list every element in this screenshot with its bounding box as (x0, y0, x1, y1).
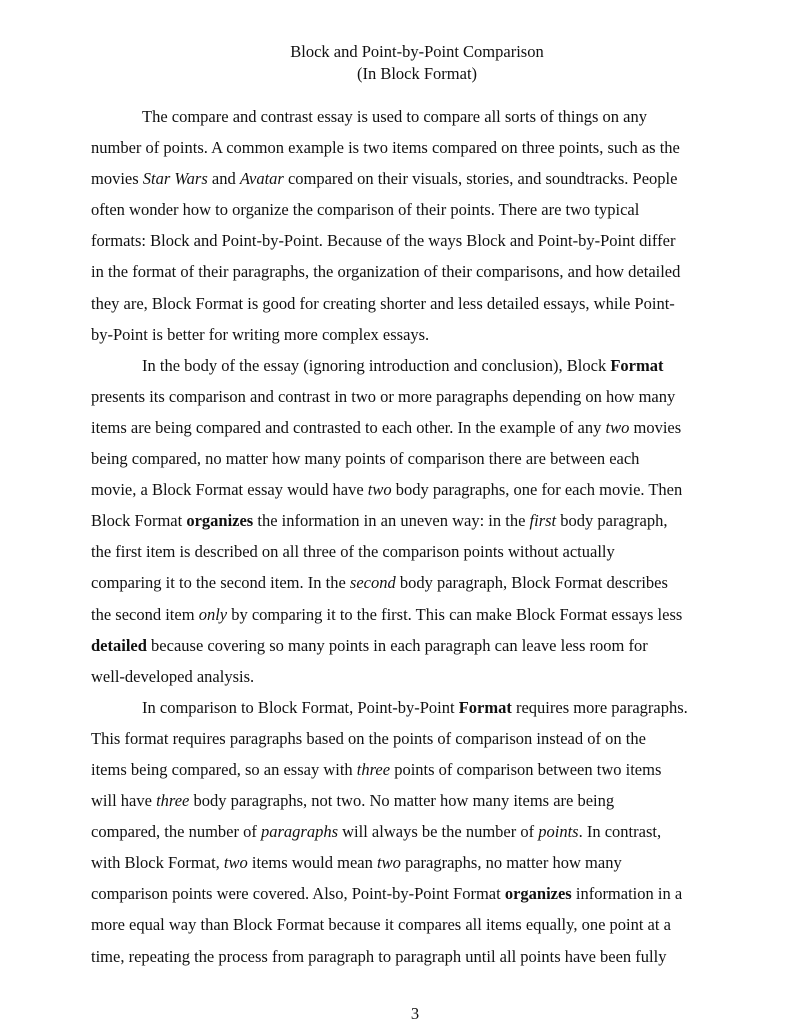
bold-text: detailed (91, 635, 147, 655)
text-segment: information in a (571, 884, 683, 904)
italic-text: two (377, 853, 401, 873)
text-segment: in the format of their paragraphs, the organization of their comparisons, and how detailed (91, 262, 681, 282)
text-segment: will always be the number of (338, 822, 539, 842)
text-segment: by comparing it to the first. This can make Block Format essays less (227, 604, 683, 624)
text-segment: In comparison to Block Format, Point-by-Point (142, 697, 459, 717)
italic-text: Star Wars (142, 169, 208, 189)
text-line (91, 754, 741, 785)
italic-text: first (529, 511, 557, 531)
text-line (91, 443, 741, 474)
italic-text: points (538, 822, 579, 842)
italic-text: paragraphs (260, 822, 338, 842)
text-segment: body paragraphs, one for each movie. Then (391, 480, 683, 500)
page-title: Block and Point-by-Point Comparison (290, 42, 544, 61)
bold-text: organizes (186, 511, 254, 531)
text-line (91, 256, 741, 287)
text-segment: movie, a Block Format essay would have (91, 480, 368, 500)
essay-body (91, 101, 741, 972)
text-line (91, 661, 741, 692)
text-line (91, 101, 741, 132)
text-line (91, 505, 741, 536)
text-segment: In the body of the essay (ignoring introduction and conclusion), Block (142, 355, 611, 375)
text-line (91, 941, 741, 972)
text-segment: will have (91, 791, 157, 811)
text-segment: being compared, no matter how many points of comparison there are between each (91, 449, 640, 469)
text-segment: because covering so many points in each paragraph can leave less room for (146, 635, 648, 655)
text-segment: formats: Block and Point-by-Point. Because of the ways Block and Point-by-Point differ (91, 231, 676, 251)
text-segment: body paragraph, (556, 511, 668, 531)
italic-text: Avatar (239, 169, 284, 189)
text-segment: points of comparison between two items (390, 759, 662, 779)
text-segment: the first item is described on all three of the comparison points without actually (91, 542, 615, 562)
text-segment: body paragraphs, not two. No matter how many items are being (189, 791, 615, 811)
text-segment: requires more paragraphs. (511, 697, 688, 717)
text-line (91, 816, 741, 847)
text-segment: comparison points were covered. Also, Point-by-Point Format (91, 884, 505, 904)
text-line (91, 630, 741, 661)
title-block (0, 41, 800, 85)
italic-text: three (156, 791, 190, 811)
text-line (91, 567, 741, 598)
text-segment: and (207, 169, 240, 189)
text-segment: The compare and contrast essay is used to compare all sorts of things on any (142, 107, 647, 126)
text-segment: Block Format (91, 511, 187, 531)
text-segment: comparing it to the second item. In the (91, 573, 350, 593)
text-segment: paragraphs, no matter how many (400, 853, 622, 873)
text-segment: by-Point is better for writing more complex essays. (91, 324, 430, 344)
text-line (91, 319, 741, 350)
text-segment: . In contrast, (578, 822, 662, 842)
text-line (91, 132, 741, 163)
text-line (91, 163, 741, 194)
italic-text: two (223, 853, 248, 873)
text-segment: the information in an uneven way: in the (253, 511, 530, 531)
italic-text: two (367, 480, 392, 500)
text-segment: time, repeating the process from paragraph to paragraph until all points have been fully (91, 946, 667, 966)
text-line (91, 225, 741, 256)
text-segment: compared, the number of (91, 822, 261, 842)
text-line (91, 381, 741, 412)
bold-text: Format (458, 697, 512, 717)
text-segment: often wonder how to organize the comparison of their points. There are two typical (91, 200, 640, 220)
text-segment: body paragraph, Block Format describes (395, 573, 668, 593)
text-segment: well-developed analysis. (91, 666, 255, 686)
text-segment: number of points. A common example is two items compared on three points, such as the (91, 138, 680, 158)
text-line (91, 723, 741, 754)
italic-text: three (356, 759, 391, 779)
italic-text: two (605, 417, 630, 437)
bold-text: organizes (504, 884, 572, 904)
text-segment: items are being compared and contrasted to each other. In the example of any (91, 417, 606, 437)
text-segment: with Block Format, (91, 853, 224, 873)
text-segment: items being compared, so an essay with (91, 759, 357, 779)
text-segment: This format requires paragraphs based on the points of comparison instead of on the (91, 728, 646, 748)
text-segment: items would mean (247, 853, 377, 873)
text-line (91, 785, 741, 816)
text-line (91, 474, 741, 505)
text-line (91, 194, 741, 225)
text-segment: movies (91, 169, 143, 189)
text-segment: compared on their visuals, stories, and soundtracks. People (283, 169, 678, 189)
text-segment: presents its comparison and contrast in two or more paragraphs depending on how many (91, 386, 676, 406)
text-segment: the second item (91, 604, 199, 624)
text-segment: they are, Block Format is good for creating shorter and less detailed essays, while Point- (91, 293, 675, 313)
text-line (91, 878, 741, 909)
page-number: 3 (410, 1004, 420, 1023)
page-subtitle: (In Block Format) (356, 64, 478, 83)
text-line (91, 692, 741, 723)
text-line (91, 412, 741, 443)
italic-text: second (349, 573, 396, 593)
text-line (91, 350, 741, 381)
text-line (91, 909, 741, 940)
italic-text: only (198, 604, 228, 624)
text-line (91, 536, 741, 567)
text-line (91, 847, 741, 878)
text-line (91, 288, 741, 319)
bold-text: Format (610, 355, 664, 375)
text-line (91, 599, 741, 630)
text-segment: more equal way than Block Format because it compares all items equally, one point at a (91, 915, 671, 935)
text-segment: movies (629, 417, 682, 437)
